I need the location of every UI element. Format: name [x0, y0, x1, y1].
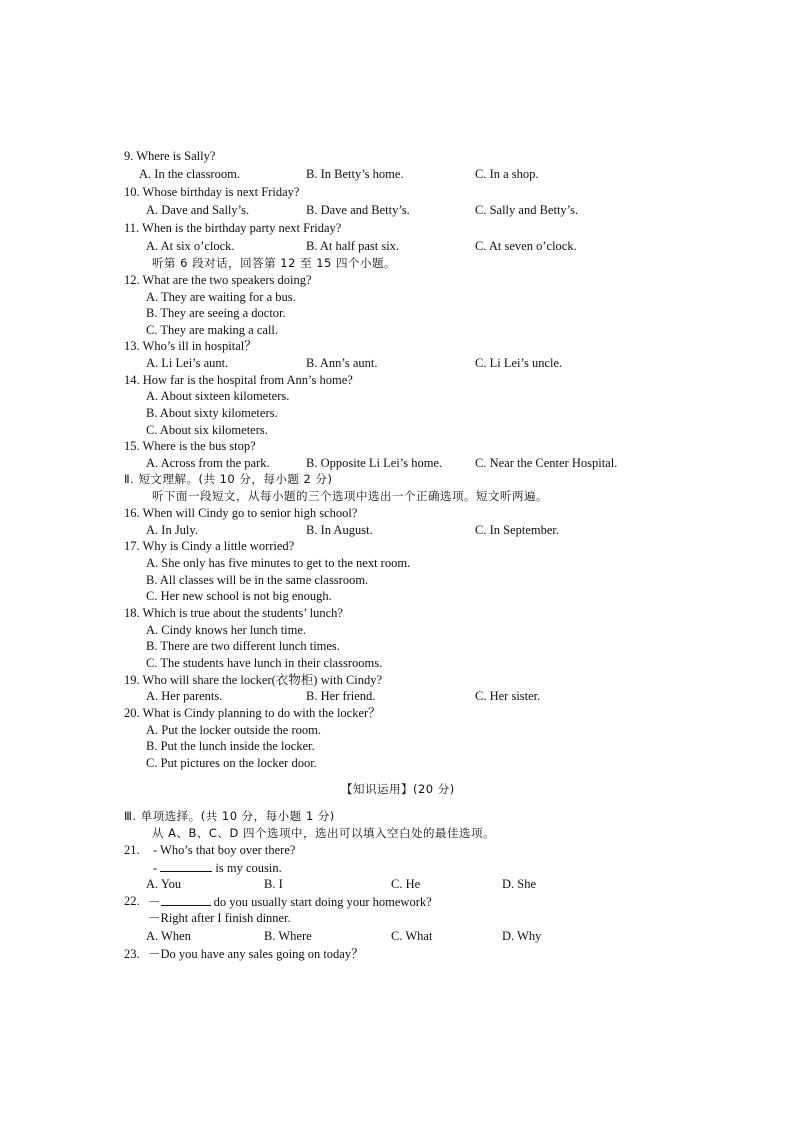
- question-17: 17. Why is Cindy a little worried?: [124, 539, 295, 553]
- question-23-line1: －Do you have any sales going on today？: [148, 947, 364, 961]
- question-11: 11. When is the birthday party next Friday?: [124, 221, 342, 235]
- q22-option-b: B. Where: [264, 929, 312, 943]
- question-14: 14. How far is the hospital from Ann’s home?: [124, 373, 353, 387]
- q16-option-c: C. In September.: [475, 523, 560, 537]
- q22-line1-text: do you usually start doing your homework?: [210, 895, 432, 909]
- q12-option-a: A. They are waiting for a bus.: [146, 290, 296, 304]
- question-22-line2: －Right after I finish dinner.: [148, 911, 291, 925]
- q16-option-a: A. In July.: [146, 523, 198, 537]
- q22-dash: －: [148, 895, 161, 909]
- q11-option-b: B. At half past six.: [306, 239, 400, 253]
- part-heading: 【知识运用】(20 分): [341, 782, 455, 796]
- q12-option-b: B. They are seeing a doctor.: [146, 306, 286, 320]
- q17-option-b: B. All classes will be in the same classroom.: [146, 573, 369, 587]
- q14-option-a: A. About sixteen kilometers.: [146, 389, 290, 403]
- q15-option-c: C. Near the Center Hospital.: [475, 456, 618, 470]
- q22-option-a: A. When: [146, 929, 191, 943]
- q10-option-b: B. Dave and Betty’s.: [306, 203, 410, 217]
- question-18: 18. Which is true about the students’ lunch?: [124, 606, 343, 620]
- q21-option-c: C. He: [391, 877, 421, 891]
- question-10: 10. Whose birthday is next Friday?: [124, 185, 300, 199]
- q12-option-c: C. They are making a call.: [146, 323, 279, 337]
- section-3-instruction: 从 A、B、C、D 四个选项中，选出可以填入空白处的最佳选项。: [152, 826, 495, 840]
- q14-option-b: B. About sixty kilometers.: [146, 406, 278, 420]
- section-2-title: Ⅱ. 短文理解。(共 10 分，每小题 2 分): [124, 472, 333, 486]
- q21-option-d: D. She: [502, 877, 537, 891]
- question-19: 19. Who will share the locker(衣物柜) with Cindy?: [124, 673, 383, 687]
- q19-option-c: C. Her sister.: [475, 689, 541, 703]
- q17-option-c: C. Her new school is not big enough.: [146, 589, 332, 603]
- q15-option-b: B. Opposite Li Lei’s home.: [306, 456, 443, 470]
- q21-dash: -: [153, 861, 161, 875]
- q11-option-a: A. At six o’clock.: [146, 239, 235, 253]
- q9-option-c: C. In a shop.: [475, 167, 539, 181]
- q15-option-a: A. Across from the park.: [146, 456, 270, 470]
- question-13: 13. Who’s ill in hospital？: [124, 339, 257, 353]
- q20-option-c: C. Put pictures on the locker door.: [146, 756, 317, 770]
- question-21-line1: - Who’s that boy over there?: [153, 843, 296, 857]
- q10-option-a: A. Dave and Sally’s.: [146, 203, 250, 217]
- q16-option-b: B. In August.: [306, 523, 373, 537]
- q17-option-a: A. She only has five minutes to get to the next room.: [146, 556, 411, 570]
- question-23-number: 23.: [124, 947, 140, 961]
- q22-answer-blank: [161, 894, 211, 906]
- q20-option-b: B. Put the lunch inside the locker.: [146, 739, 315, 753]
- q19-option-b: B. Her friend.: [306, 689, 376, 703]
- q21-option-b: B. I: [264, 877, 283, 891]
- q13-option-b: B. Ann’s aunt.: [306, 356, 378, 370]
- question-22-line1: [148, 894, 432, 910]
- question-16: 16. When will Cindy go to senior high school?: [124, 506, 358, 520]
- question-21-number: 21.: [124, 843, 140, 857]
- q21-option-a: A. You: [146, 877, 182, 891]
- q19-option-a: A. Her parents.: [146, 689, 223, 703]
- question-9: 9. Where is Sally?: [124, 149, 216, 163]
- q10-option-c: C. Sally and Betty’s.: [475, 203, 579, 217]
- q21-answer-blank: [160, 860, 212, 872]
- question-22-number: 22.: [124, 894, 140, 908]
- q22-option-c: C. What: [391, 929, 433, 943]
- q18-option-b: B. There are two different lunch times.: [146, 639, 340, 653]
- q9-option-b: B. In Betty’s home.: [306, 167, 404, 181]
- q18-option-c: C. The students have lunch in their classrooms.: [146, 656, 383, 670]
- question-12: 12. What are the two speakers doing?: [124, 273, 312, 287]
- q13-option-a: A. Li Lei’s aunt.: [146, 356, 229, 370]
- q22-option-d: D. Why: [502, 929, 542, 943]
- question-20: 20. What is Cindy planning to do with the locker？: [124, 706, 381, 720]
- section-3-title: Ⅲ. 单项选择。(共 10 分，每小题 1 分): [124, 809, 335, 823]
- q13-option-c: C. Li Lei’s uncle.: [475, 356, 563, 370]
- q9-option-a: A. In the classroom.: [139, 167, 241, 181]
- q21-line2-text: is my cousin.: [212, 861, 282, 875]
- q18-option-a: A. Cindy knows her lunch time.: [146, 623, 307, 637]
- question-21-line2: [153, 860, 282, 876]
- section-2-instruction: 听下面一段短文，从每小题的三个选项中选出一个正确选项。短文听两遍。: [152, 489, 548, 503]
- question-15: 15. Where is the bus stop?: [124, 439, 256, 453]
- q20-option-a: A. Put the locker outside the room.: [146, 723, 321, 737]
- q14-option-c: C. About six kilometers.: [146, 423, 268, 437]
- dialog6-instruction: 听第 6 段对话，回答第 12 至 15 四个小题。: [152, 256, 397, 270]
- q11-option-c: C. At seven o’clock.: [475, 239, 577, 253]
